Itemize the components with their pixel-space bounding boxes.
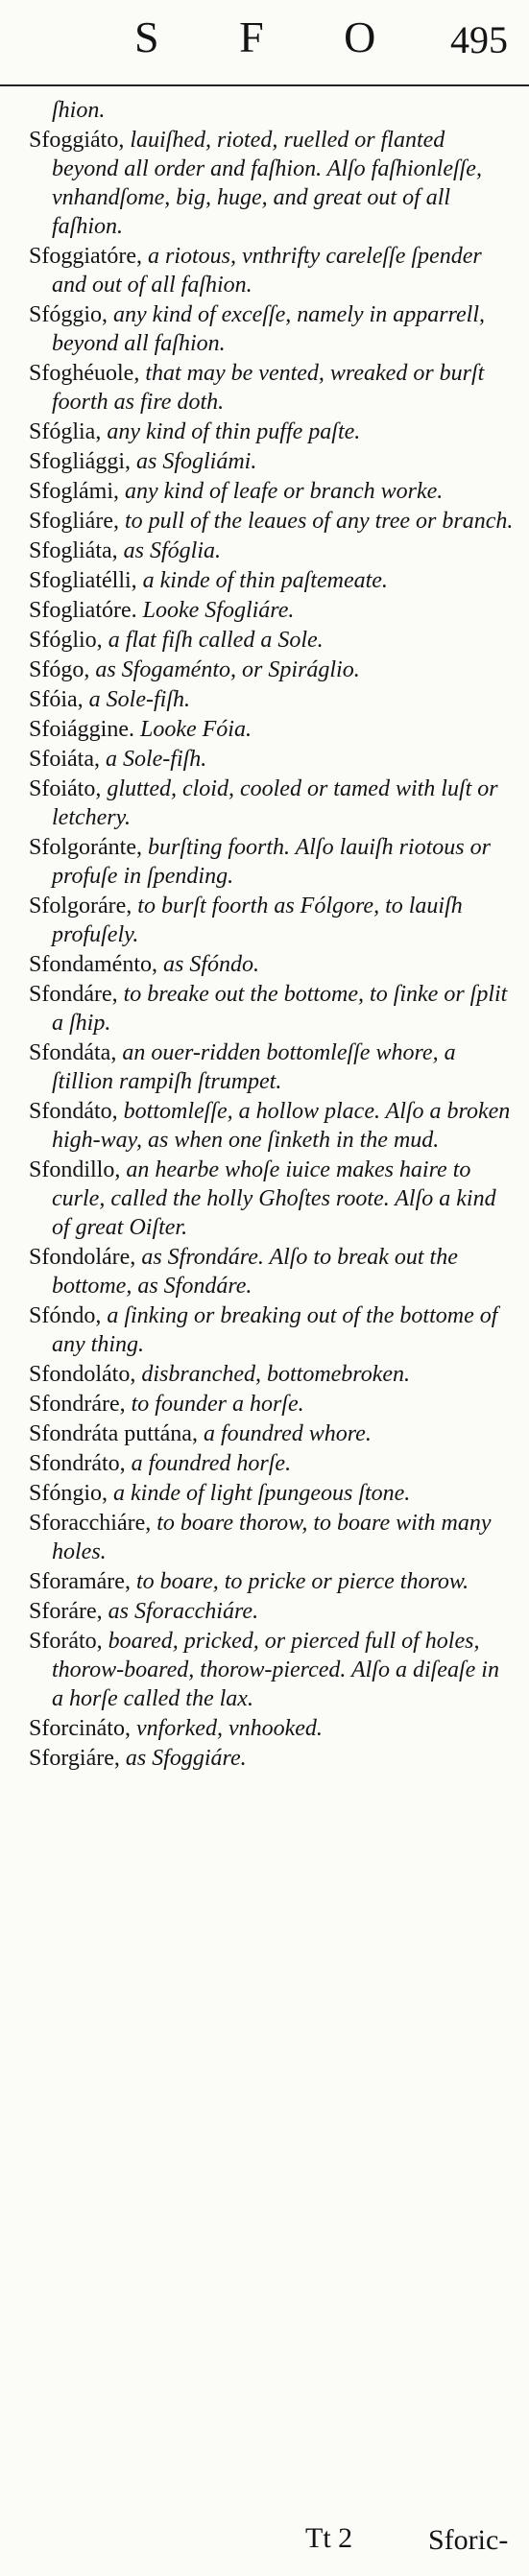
headword: Sfóggio, [29,302,108,327]
dictionary-entry [29,1597,514,1626]
headword: Sfoggiáto, [29,128,125,153]
headword: Sforáto, [29,1629,103,1654]
headword: Sfogliatélli, [29,568,137,593]
page-footer [0,2515,529,2572]
dictionary-entry [29,1390,514,1419]
definition: as Sfoggiáre. [125,1746,247,1771]
definition: a Sole-fiſh. [99,747,207,772]
headword: Sfondaménto, [29,952,163,977]
headword: Sforáre, [29,1599,108,1624]
dictionary-entry [29,359,514,417]
definition: Looke Fóia. [133,717,252,742]
dictionary-entry [29,775,514,832]
headword: Sfolgoráre, [29,894,132,918]
dictionary-entry [29,745,514,774]
definition: lauiſhed, rioted, ruelled or flanted beyond all order and faſhion. Alſo faſhionleſſe, vnhandſome, big, huge, and great out of all faſhion. [52,128,482,239]
definition: glutted, cloid, cooled or tamed with luſt or letchery. [52,776,498,830]
headword: Sfondráta puttána, [29,1421,198,1446]
dictionary-entry [29,1627,514,1713]
definition: a kinde of light ſpungeous ſtone. [108,1481,411,1506]
headword: Sfóndo, [29,1303,102,1328]
definition: disbranched, bottomebroken. [135,1362,411,1387]
headword: Sfoggiatóre, [29,244,142,269]
definition: any kind of leafe or branch worke. [119,479,444,504]
headword: Sfogliáta, [29,538,124,563]
headword: Sfolgoránte, [29,835,142,860]
dictionary-entry [29,892,514,949]
headword: Sfondoláre, [29,1245,142,1270]
definition: a ſinking or breaking out of the bottome of any thing. [52,1303,498,1357]
dictionary-entry [29,1360,514,1389]
headword: Sfondáta, [29,1040,117,1065]
page-number: 495 [450,18,508,61]
dictionary-entry [29,507,514,536]
definition: an hearbe whoſe iuice makes haire to curle, called the holly Ghoſtes roote. Alſo a kind of great Oiſter. [52,1157,496,1240]
headword: Sforacchiáre, [29,1511,152,1536]
header-rule [0,84,529,86]
definition: ſhion. [52,98,106,123]
dictionary-entry [29,1449,514,1478]
definition: a flat fiſh called a Sole. [102,628,324,653]
dictionary-entry [29,1038,514,1096]
dictionary-entry [29,1243,514,1300]
definition: to pull of the leaues of any tree or branch. [118,509,514,534]
dictionary-entry [29,626,514,655]
dictionary-entry [29,242,514,299]
definition: to boare, to pricke or pierce thorow. [130,1569,469,1594]
definition: to breake out the bottome, to ſinke or ſplit a ſhip. [52,982,508,1036]
headword: Sfondáre, [29,982,118,1007]
dictionary-entry [29,685,514,714]
dictionary-entry [29,417,514,446]
definition: an ouer-ridden bottomleſſe whore, a ſtillion rampiſh ſtrumpet. [52,1040,456,1094]
dictionary-entry [29,96,514,125]
definition: a kinde of thin paſtemeate. [136,568,388,593]
definition: to boare thorow, to boare with many holes. [52,1511,492,1564]
definition: as Sfogliámi. [136,449,257,474]
headword: Sfoiáta, [29,747,100,772]
dictionary-entry [29,1156,514,1242]
definition: as Sfóndo. [162,952,259,977]
headword: Sforgiáre, [29,1746,126,1771]
dictionary-entry [29,950,514,979]
headword: Sfogliatóre. [29,598,137,623]
dictionary-entry [29,833,514,891]
dictionary-entry [29,980,514,1038]
headword: Sfóngio, [29,1481,108,1506]
dictionary-entry [29,300,514,358]
definition: vnforked, vnhooked. [130,1716,323,1741]
headword: Sfoglámi, [29,479,119,504]
definition: to founder a horſe. [125,1392,304,1417]
definition: as Sfóglia. [123,538,221,563]
headword: Sfondillo, [29,1157,121,1182]
definition: any kind of exceſſe, namely in apparrell, beyond all faſhion. [52,302,486,356]
headword: Sfondáto, [29,1099,118,1124]
dictionary-entry [29,1567,514,1596]
headword: Sfóglia, [29,419,102,444]
definition: that may be vented, wreaked or burſt foorth as fire doth. [52,361,485,415]
headword: Sfoghéuole, [29,361,140,386]
headword: Sfondráto, [29,1451,126,1476]
headword: Sfóglio, [29,628,103,653]
definition: a foundred whore. [197,1421,372,1446]
dictionary-entry [29,126,514,241]
entry-column [29,96,514,1774]
headword: Sfondráre, [29,1392,126,1417]
definition: bottomleſſe, a hollow place. Alſo a broken high-way, as when one ſinketh in the mud. [52,1099,511,1153]
headword: Sfogliáre, [29,509,119,534]
dictionary-entry [29,477,514,506]
dictionary-entry [29,1097,514,1155]
definition: as Sforacchiáre. [108,1599,259,1624]
dictionary-entry [29,1479,514,1508]
definition: as Sfrondáre. Alſo to break out the bottome, as Sfondáre. [52,1245,458,1299]
dictionary-entry [29,447,514,476]
running-header [0,0,529,83]
dictionary-entry [29,1509,514,1566]
definition: Looke Sfogliáre. [136,598,295,623]
dictionary-entry [29,1301,514,1359]
headword: Sfógo, [29,657,96,682]
headword: Sfondoláto, [29,1362,136,1387]
dictionary-entry [29,596,514,625]
headword: Sforcináto, [29,1716,131,1741]
dictionary-entry [29,715,514,744]
dictionary-entry [29,1419,514,1448]
definition: to burſt foorth as Fólgore, to lauiſh profuſely. [52,894,463,947]
definition: a foundred horſe. [125,1451,292,1476]
catchword: Sforic- [428,2524,509,2556]
definition: boared, pricked, or pierced full of holes, thorow-boared, thorow-pierced. Alſo a diſeaſe in a horſe called the lax. [52,1629,499,1711]
definition: burſting foorth. Alſo lauiſh riotous or profuſe in ſpending. [52,835,491,889]
headword: Sfoiáto, [29,776,102,801]
header-letters: S F O [134,12,411,61]
dictionary-entry [29,1744,514,1773]
signature-mark: Tt 2 [305,2522,353,2554]
dictionary-entry [29,537,514,565]
headword: Sfogliággi, [29,449,136,474]
headword: Sfoiággine. [29,717,134,742]
definition: a riotous, vnthrifty careleſſe ſpender and out of all faſhion. [52,244,482,298]
definition: a Sole-fiſh. [83,687,190,712]
headword: Sfóia, [29,687,84,712]
dictionary-entry [29,1714,514,1743]
headword: Sforamáre, [29,1569,131,1594]
dictionary-entry [29,566,514,595]
dictionary-entry [29,656,514,684]
definition: as Sfogaménto, or Spiráglio. [95,657,360,682]
definition: any kind of thin puffe paſte. [101,419,361,444]
